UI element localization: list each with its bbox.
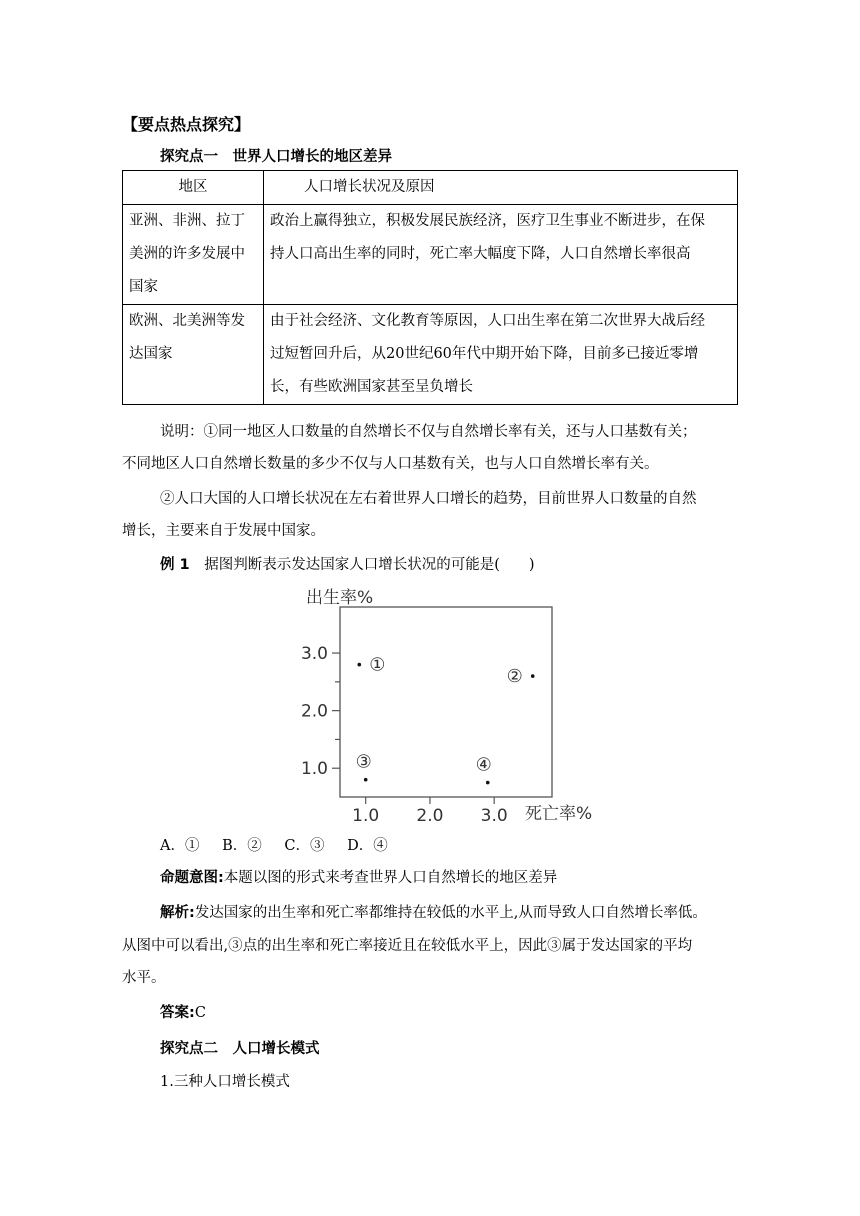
note-line: 说明：①同一地区人口数量的自然增长不仅与自然增长率有关，还与人口基数有关； — [160, 424, 697, 440]
desc-line: 长，有些欧洲国家甚至呈负增长 — [270, 379, 473, 395]
desc-line: 政治上赢得独立，积极发展民族经济，医疗卫生事业不断进步，在保 — [270, 213, 705, 229]
intent-text: 本题以图的形式来考查世界人口自然增长的地区差异 — [223, 870, 558, 886]
table-row — [123, 205, 738, 305]
x-tick-label: 2.0 — [416, 806, 444, 825]
option-c[interactable]: C．③ — [284, 838, 325, 854]
region-table — [122, 170, 738, 405]
point-label: ③ — [355, 751, 372, 773]
option-a[interactable]: A．① — [160, 838, 200, 854]
intent-label: 命题意图: — [160, 870, 224, 886]
plot-frame — [340, 607, 552, 797]
point2-title: 探究点二 人口增长模式 — [160, 1041, 320, 1057]
note-line: 不同地区人口自然增长数量的多少不仅与人口基数有关，也与人口自然增长率有关。 — [122, 456, 659, 472]
region-line: 美洲的许多发展中 — [129, 246, 245, 262]
option-d[interactable]: D．④ — [347, 838, 388, 854]
point1-title: 探究点一 世界人口增长的地区差异 — [160, 149, 392, 165]
region-line: 达国家 — [129, 346, 173, 362]
option-b[interactable]: B．② — [222, 838, 262, 854]
desc-line: 持人口高出生率的同时，死亡率大幅度下降，人口自然增长率很高 — [270, 246, 691, 262]
data-point — [531, 674, 535, 678]
note-line: ②人口大国的人口增长状况在左右着世界人口增长的趋势，目前世界人口数量的自然 — [160, 491, 697, 507]
analysis-line: 发达国家的出生率和死亡率都维持在较低的水平上,从而导致人口自然增长率低。 — [194, 905, 707, 921]
desc-line: 过短暂回升后，从20世纪60年代中期开始下降，目前多已接近零增 — [270, 346, 699, 362]
analysis-line: 水平。 — [122, 970, 166, 986]
region-line: 亚洲、非洲、拉丁 — [129, 213, 245, 229]
analysis-line: 从图中可以看出,③点的出生率和死亡率接近且在较低水平上，因此③属于发达国家的平均 — [122, 938, 693, 954]
example-label: 例 1 — [160, 557, 190, 573]
table-header-status: 人口增长状况及原因 — [264, 171, 738, 205]
x-axis-label: 死亡率% — [525, 804, 593, 824]
table-row — [123, 305, 738, 405]
answer-label: 答案: — [160, 1005, 195, 1021]
region-line: 欧洲、北美洲等发 — [129, 313, 245, 329]
note-line: 增长，主要来自于发展中国家。 — [122, 523, 325, 539]
desc-line: 由于社会经济、文化教育等原因，人口出生率在第二次世界大战后经 — [270, 313, 705, 329]
point-label: ④ — [475, 754, 492, 776]
table-header-region: 地区 — [123, 171, 264, 205]
data-point — [357, 663, 361, 667]
section-title: 【要点热点探究】 — [122, 115, 251, 134]
y-tick-label: 1.0 — [300, 759, 328, 780]
y-tick-label: 3.0 — [300, 644, 328, 665]
data-point — [364, 778, 368, 782]
x-tick-label: 1.0 — [352, 806, 380, 825]
point-label: ① — [369, 654, 386, 676]
y-tick-label: 2.0 — [300, 701, 328, 722]
x-tick-label: 3.0 — [480, 806, 508, 825]
list-item: 1.三种人口增长模式 — [160, 1074, 290, 1090]
y-axis-label: 出生率% — [306, 588, 374, 608]
analysis-label: 解析: — [160, 905, 195, 921]
answer-value: C — [194, 1005, 206, 1021]
scatter-chart — [290, 585, 620, 825]
example-question: 据图判断表示发达国家人口增长状况的可能是( ) — [204, 557, 535, 573]
data-point — [486, 781, 490, 785]
point-label: ② — [506, 666, 523, 688]
region-line: 国家 — [129, 279, 158, 295]
